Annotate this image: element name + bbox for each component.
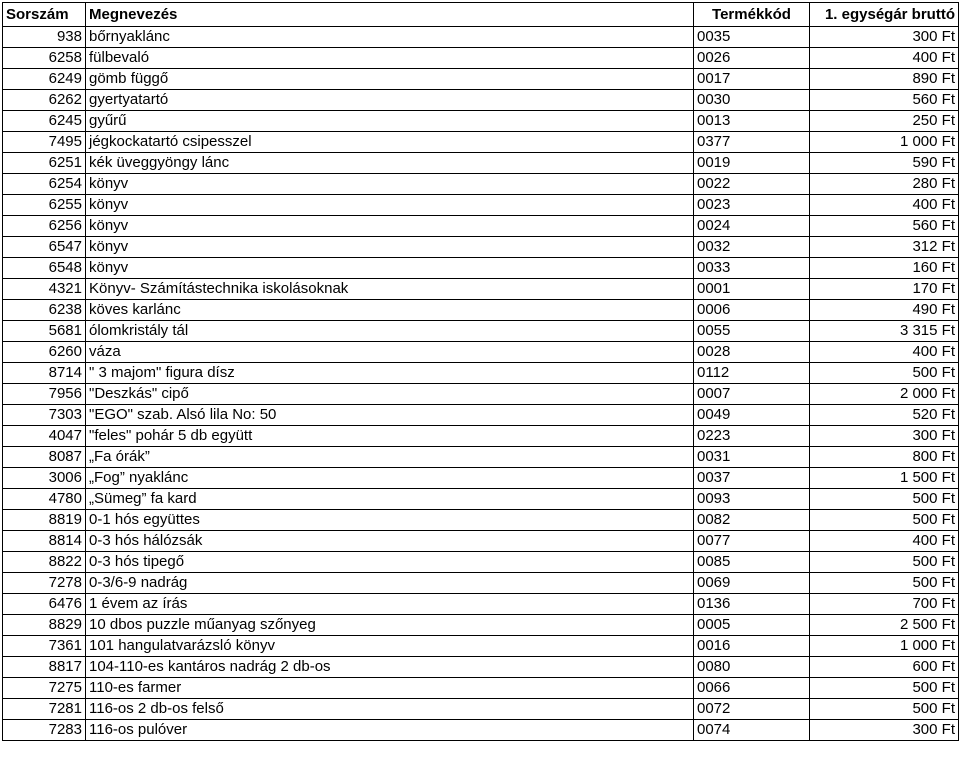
cell-megnevezes: „Sümeg” fa kard xyxy=(86,489,694,510)
cell-egysegar: 800 Ft xyxy=(810,447,959,468)
table-row xyxy=(3,258,959,279)
cell-termekkod: 0028 xyxy=(694,342,810,363)
cell-megnevezes: "Deszkás" cipő xyxy=(86,384,694,405)
cell-termekkod: 0082 xyxy=(694,510,810,531)
table-row xyxy=(3,279,959,300)
cell-megnevezes: könyv xyxy=(86,258,694,279)
cell-egysegar: 560 Ft xyxy=(810,90,959,111)
cell-sorszam: 6256 xyxy=(3,216,86,237)
cell-megnevezes: kék üveggyöngy lánc xyxy=(86,153,694,174)
table-row xyxy=(3,720,959,741)
cell-egysegar: 500 Ft xyxy=(810,489,959,510)
cell-egysegar: 300 Ft xyxy=(810,720,959,741)
cell-egysegar: 500 Ft xyxy=(810,573,959,594)
cell-sorszam: 6548 xyxy=(3,258,86,279)
cell-termekkod: 0377 xyxy=(694,132,810,153)
cell-sorszam: 6249 xyxy=(3,69,86,90)
cell-megnevezes: könyv xyxy=(86,174,694,195)
cell-megnevezes: könyv xyxy=(86,237,694,258)
cell-egysegar: 250 Ft xyxy=(810,111,959,132)
cell-termekkod: 0026 xyxy=(694,48,810,69)
cell-egysegar: 500 Ft xyxy=(810,678,959,699)
cell-termekkod: 0017 xyxy=(694,69,810,90)
cell-sorszam: 6547 xyxy=(3,237,86,258)
cell-megnevezes: 110-es farmer xyxy=(86,678,694,699)
cell-egysegar: 300 Ft xyxy=(810,27,959,48)
cell-termekkod: 0033 xyxy=(694,258,810,279)
cell-egysegar: 400 Ft xyxy=(810,195,959,216)
cell-termekkod: 0085 xyxy=(694,552,810,573)
cell-sorszam: 6258 xyxy=(3,48,86,69)
cell-megnevezes: köves karlánc xyxy=(86,300,694,321)
cell-termekkod: 0019 xyxy=(694,153,810,174)
cell-termekkod: 0024 xyxy=(694,216,810,237)
table-row xyxy=(3,531,959,552)
cell-sorszam: 5681 xyxy=(3,321,86,342)
cell-sorszam: 4047 xyxy=(3,426,86,447)
cell-sorszam: 7956 xyxy=(3,384,86,405)
cell-egysegar: 700 Ft xyxy=(810,594,959,615)
cell-megnevezes: gömb függő xyxy=(86,69,694,90)
table-row xyxy=(3,678,959,699)
cell-egysegar: 400 Ft xyxy=(810,48,959,69)
table-row xyxy=(3,216,959,237)
header-egysegar: 1. egységár bruttó xyxy=(810,3,959,27)
cell-sorszam: 938 xyxy=(3,27,86,48)
table-row xyxy=(3,69,959,90)
cell-termekkod: 0112 xyxy=(694,363,810,384)
cell-egysegar: 1 000 Ft xyxy=(810,132,959,153)
cell-egysegar: 560 Ft xyxy=(810,216,959,237)
table-row xyxy=(3,153,959,174)
cell-egysegar: 890 Ft xyxy=(810,69,959,90)
table-row xyxy=(3,237,959,258)
cell-egysegar: 500 Ft xyxy=(810,510,959,531)
cell-sorszam: 8819 xyxy=(3,510,86,531)
cell-sorszam: 3006 xyxy=(3,468,86,489)
cell-sorszam: 8822 xyxy=(3,552,86,573)
cell-sorszam: 7278 xyxy=(3,573,86,594)
cell-sorszam: 6251 xyxy=(3,153,86,174)
cell-termekkod: 0031 xyxy=(694,447,810,468)
header-termekkod: Termékkód xyxy=(694,3,810,27)
cell-sorszam: 7361 xyxy=(3,636,86,657)
cell-termekkod: 0032 xyxy=(694,237,810,258)
cell-megnevezes: fülbevaló xyxy=(86,48,694,69)
cell-sorszam: 8817 xyxy=(3,657,86,678)
cell-megnevezes: 0-3 hós hálózsák xyxy=(86,531,694,552)
cell-termekkod: 0001 xyxy=(694,279,810,300)
cell-megnevezes: „Fa órák” xyxy=(86,447,694,468)
cell-megnevezes: "feles" pohár 5 db együtt xyxy=(86,426,694,447)
cell-sorszam: 4780 xyxy=(3,489,86,510)
table-row xyxy=(3,615,959,636)
cell-megnevezes: váza xyxy=(86,342,694,363)
cell-egysegar: 3 315 Ft xyxy=(810,321,959,342)
cell-termekkod: 0022 xyxy=(694,174,810,195)
table-row xyxy=(3,342,959,363)
cell-sorszam: 6262 xyxy=(3,90,86,111)
header-sorszam: Sorszám xyxy=(3,3,86,27)
cell-egysegar: 1 000 Ft xyxy=(810,636,959,657)
table-row xyxy=(3,468,959,489)
cell-megnevezes: bőrnyaklánc xyxy=(86,27,694,48)
table-row xyxy=(3,174,959,195)
table-row xyxy=(3,594,959,615)
cell-sorszam: 6255 xyxy=(3,195,86,216)
cell-termekkod: 0049 xyxy=(694,405,810,426)
cell-egysegar: 2 500 Ft xyxy=(810,615,959,636)
table-row xyxy=(3,363,959,384)
cell-termekkod: 0006 xyxy=(694,300,810,321)
cell-egysegar: 400 Ft xyxy=(810,342,959,363)
cell-sorszam: 6260 xyxy=(3,342,86,363)
cell-megnevezes: könyv xyxy=(86,216,694,237)
cell-egysegar: 520 Ft xyxy=(810,405,959,426)
cell-sorszam: 6476 xyxy=(3,594,86,615)
cell-sorszam: 6254 xyxy=(3,174,86,195)
cell-sorszam: 7283 xyxy=(3,720,86,741)
cell-termekkod: 0007 xyxy=(694,384,810,405)
cell-sorszam: 6245 xyxy=(3,111,86,132)
table-row xyxy=(3,132,959,153)
table-row xyxy=(3,657,959,678)
cell-termekkod: 0055 xyxy=(694,321,810,342)
table-body xyxy=(3,27,959,741)
cell-megnevezes: gyertyatartó xyxy=(86,90,694,111)
cell-megnevezes: 10 dbos puzzle műanyag szőnyeg xyxy=(86,615,694,636)
cell-sorszam: 8829 xyxy=(3,615,86,636)
cell-egysegar: 590 Ft xyxy=(810,153,959,174)
table-row xyxy=(3,48,959,69)
table-row xyxy=(3,636,959,657)
cell-megnevezes: 116-os pulóver xyxy=(86,720,694,741)
cell-termekkod: 0069 xyxy=(694,573,810,594)
cell-megnevezes: 0-1 hós együttes xyxy=(86,510,694,531)
cell-egysegar: 300 Ft xyxy=(810,426,959,447)
cell-termekkod: 0077 xyxy=(694,531,810,552)
cell-egysegar: 2 000 Ft xyxy=(810,384,959,405)
cell-termekkod: 0074 xyxy=(694,720,810,741)
cell-egysegar: 312 Ft xyxy=(810,237,959,258)
cell-termekkod: 0223 xyxy=(694,426,810,447)
cell-sorszam: 4321 xyxy=(3,279,86,300)
cell-sorszam: 8087 xyxy=(3,447,86,468)
cell-sorszam: 7303 xyxy=(3,405,86,426)
price-list-table xyxy=(2,2,959,741)
cell-termekkod: 0035 xyxy=(694,27,810,48)
cell-termekkod: 0013 xyxy=(694,111,810,132)
table-row xyxy=(3,489,959,510)
cell-megnevezes: 0-3 hós tipegő xyxy=(86,552,694,573)
cell-megnevezes: ólomkristály tál xyxy=(86,321,694,342)
cell-termekkod: 0066 xyxy=(694,678,810,699)
cell-egysegar: 1 500 Ft xyxy=(810,468,959,489)
cell-sorszam: 7495 xyxy=(3,132,86,153)
cell-megnevezes: „Fog” nyaklánc xyxy=(86,468,694,489)
table-row xyxy=(3,321,959,342)
cell-megnevezes: 116-os 2 db-os felső xyxy=(86,699,694,720)
cell-egysegar: 280 Ft xyxy=(810,174,959,195)
header-megnevezes: Megnevezés xyxy=(86,3,694,27)
cell-sorszam: 6238 xyxy=(3,300,86,321)
cell-termekkod: 0093 xyxy=(694,489,810,510)
cell-termekkod: 0005 xyxy=(694,615,810,636)
cell-megnevezes: " 3 majom" figura dísz xyxy=(86,363,694,384)
table-row xyxy=(3,27,959,48)
table-row xyxy=(3,552,959,573)
cell-megnevezes: "EGO" szab. Alsó lila No: 50 xyxy=(86,405,694,426)
table-row xyxy=(3,195,959,216)
cell-termekkod: 0072 xyxy=(694,699,810,720)
cell-egysegar: 600 Ft xyxy=(810,657,959,678)
cell-egysegar: 500 Ft xyxy=(810,699,959,720)
table-header xyxy=(3,3,959,27)
cell-megnevezes: Könyv- Számítástechnika iskolásoknak xyxy=(86,279,694,300)
cell-termekkod: 0030 xyxy=(694,90,810,111)
cell-megnevezes: 104-110-es kantáros nadrág 2 db-os xyxy=(86,657,694,678)
table-row xyxy=(3,510,959,531)
cell-egysegar: 490 Ft xyxy=(810,300,959,321)
cell-megnevezes: 0-3/6-9 nadrág xyxy=(86,573,694,594)
cell-egysegar: 400 Ft xyxy=(810,531,959,552)
cell-megnevezes: könyv xyxy=(86,195,694,216)
cell-egysegar: 500 Ft xyxy=(810,552,959,573)
table-row xyxy=(3,426,959,447)
cell-termekkod: 0080 xyxy=(694,657,810,678)
cell-megnevezes: gyűrű xyxy=(86,111,694,132)
table-row xyxy=(3,300,959,321)
cell-sorszam: 8714 xyxy=(3,363,86,384)
cell-egysegar: 170 Ft xyxy=(810,279,959,300)
cell-termekkod: 0136 xyxy=(694,594,810,615)
cell-egysegar: 500 Ft xyxy=(810,363,959,384)
cell-termekkod: 0037 xyxy=(694,468,810,489)
table-row xyxy=(3,90,959,111)
cell-egysegar: 160 Ft xyxy=(810,258,959,279)
cell-sorszam: 7275 xyxy=(3,678,86,699)
cell-megnevezes: 1 évem az írás xyxy=(86,594,694,615)
header-row xyxy=(3,3,959,27)
table-row xyxy=(3,111,959,132)
cell-sorszam: 7281 xyxy=(3,699,86,720)
table-row xyxy=(3,405,959,426)
table-row xyxy=(3,384,959,405)
cell-sorszam: 8814 xyxy=(3,531,86,552)
cell-megnevezes: 101 hangulatvarázsló könyv xyxy=(86,636,694,657)
table-row xyxy=(3,573,959,594)
table-row xyxy=(3,699,959,720)
cell-megnevezes: jégkockatartó csipesszel xyxy=(86,132,694,153)
cell-termekkod: 0016 xyxy=(694,636,810,657)
cell-termekkod: 0023 xyxy=(694,195,810,216)
table-row xyxy=(3,447,959,468)
